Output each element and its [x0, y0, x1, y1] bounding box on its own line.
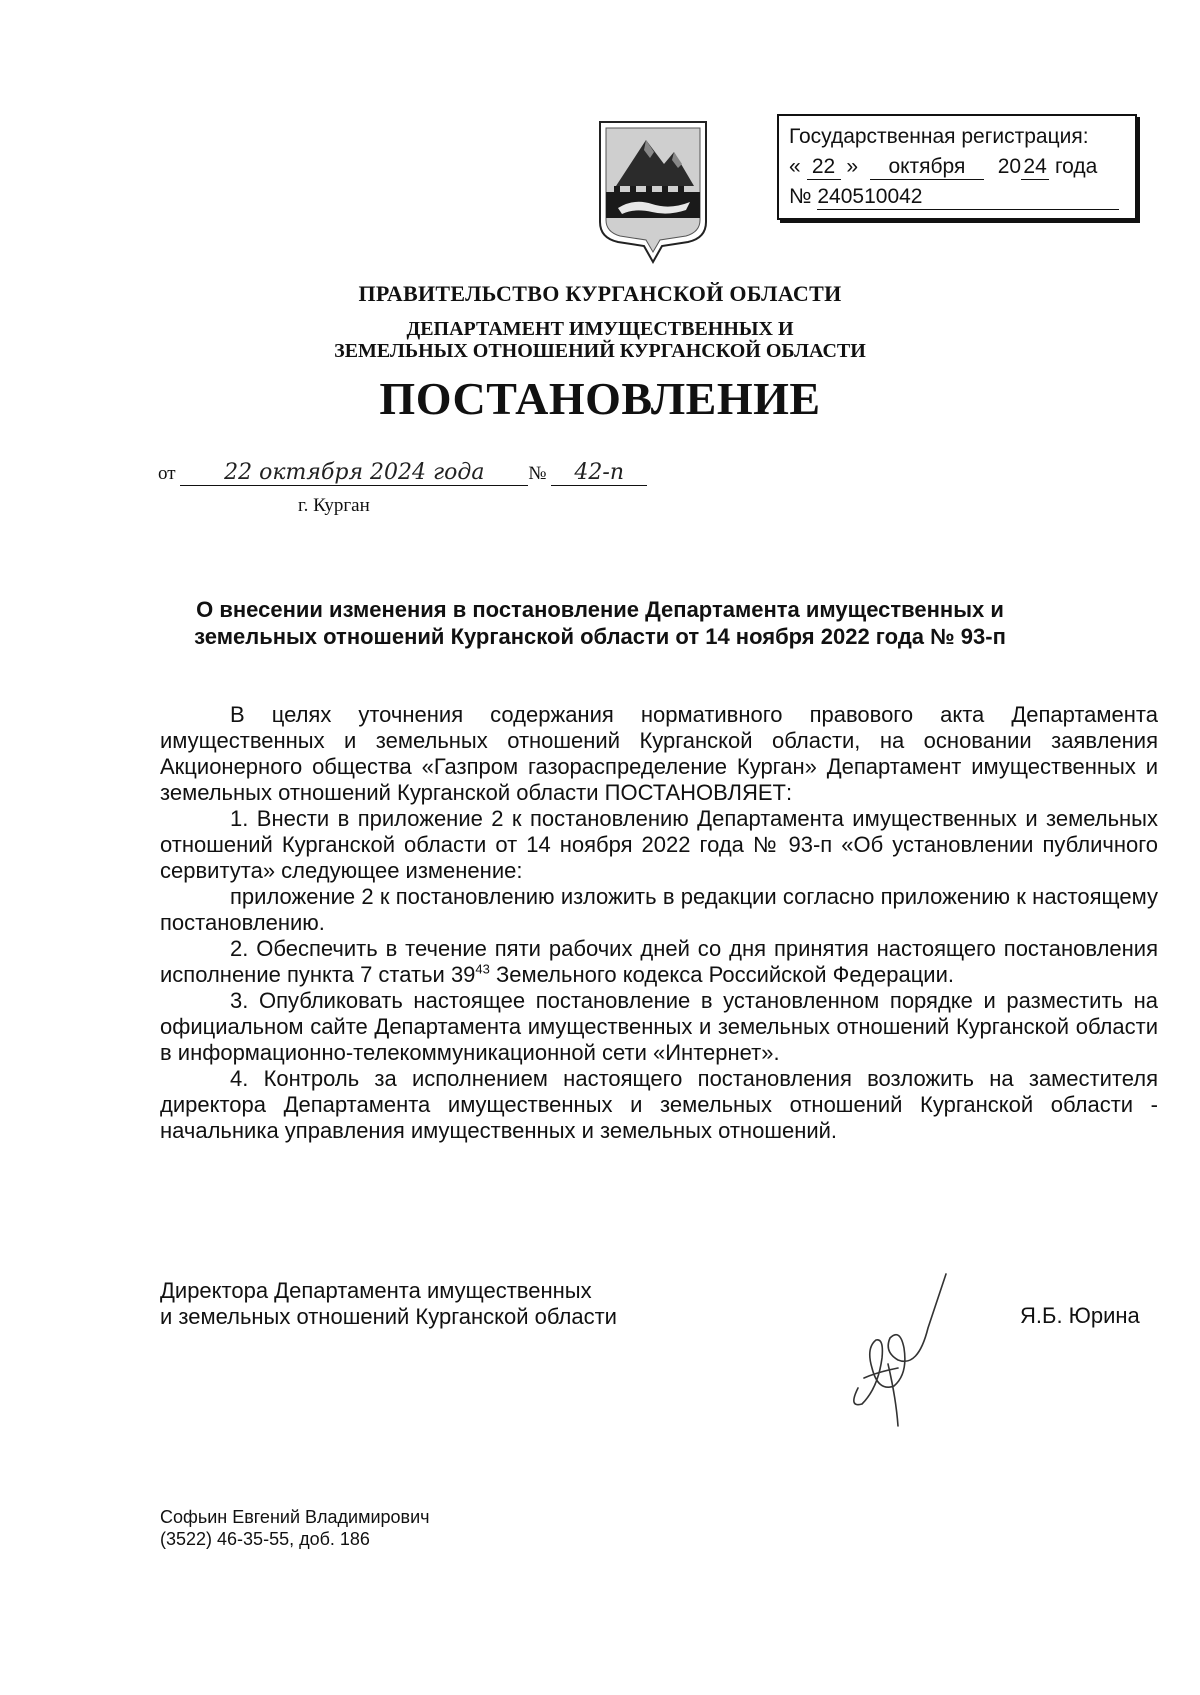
registration-stamp-box [777, 114, 1137, 220]
registration-date-row [789, 152, 1125, 182]
body-paragraph-item1: 1. Внести в приложение 2 к постановлению Департамента имущественных и земельных отношений Курганской области от 14 ноября 2022 года № 93-п «Об установлении публичного сервитута» следующее изменение: [160, 806, 1158, 883]
government-name: ПРАВИТЕЛЬСТВО КУРГАНСКОЙ ОБЛАСТИ [358, 281, 842, 306]
body-paragraph-item2 [160, 936, 1158, 988]
registration-year-suffix: 24 [1021, 155, 1049, 180]
signatory-position-line2: и земельных отношений Курганской области [160, 1304, 617, 1329]
body-paragraph-item4: 4. Контроль за исполнением настоящего постановления возложить на заместителя директора Департамента имущественных и земельных отношений Курганской области - начальника управления имущественных и земельных отношений. [160, 1066, 1158, 1143]
document-number-label: № [528, 463, 547, 484]
item2-text-start: 2. Обеспечить в течение пяти рабочих дней со дня принятия настоящего постановления исполнение пункта 7 статьи 39 [160, 936, 1158, 987]
registration-day: 22 [807, 155, 841, 180]
city-name: г. Курган [298, 495, 370, 516]
date-number-line [158, 460, 647, 486]
handwritten-date: 22 октября 2024 года [180, 460, 528, 486]
item2-superscript: 43 [475, 961, 490, 977]
coat-of-arms-emblem [594, 118, 712, 266]
executor-name: Софьин Евгений Владимирович [160, 1507, 430, 1527]
document-type-title: ПОСТАНОВЛЕНИЕ [379, 373, 821, 424]
date-from-label: от [158, 463, 176, 484]
registration-number: 240510042 [817, 185, 1119, 210]
body-paragraph-item1-text: приложение 2 к постановлению изложить в редакции согласно приложению к настоящему постановлению. [160, 884, 1158, 935]
signatory-position [160, 1278, 617, 1330]
document-body [160, 702, 1158, 1144]
body-paragraph-preamble: В целях уточнения содержания нормативного правового акта Департамента имущественных и земельных отношений Курганской области, на основании заявления Акционерного общества «Газпром газораспределение Курган» Департамент имущественных и земельных отношений Курганской области ПОСТАНОВЛЯЕТ: [160, 702, 1158, 805]
department-name-line2: ЗЕМЕЛЬНЫХ ОТНОШЕНИЙ КУРГАНСКОЙ ОБЛАСТИ [334, 340, 866, 362]
registration-number-label: № [789, 185, 812, 208]
registration-year-prefix: 20 [997, 155, 1022, 178]
registration-caption: Государственная регистрация: [789, 125, 1089, 148]
registration-close-quote: » [846, 155, 859, 178]
signatory-name: Я.Б. Юрина [1020, 1303, 1140, 1328]
signatory-position-line1: Директора Департамента имущественных [160, 1278, 592, 1303]
item2-text-end: Земельного кодекса Российской Федерации. [489, 962, 954, 987]
executor-phone: (3522) 46-35-55, доб. 186 [160, 1529, 370, 1549]
handwritten-document-number: 42-п [551, 460, 647, 486]
handwritten-signature-icon [838, 1268, 958, 1428]
executor-contact [160, 1506, 430, 1550]
subject-line1: О внесении изменения в постановление Департамента имущественных и [196, 597, 1004, 622]
document-subject [0, 596, 1200, 650]
subject-line2: земельных отношений Курганской области от 14 ноября 2022 года № 93-п [194, 624, 1006, 649]
registration-number-row [789, 182, 1125, 212]
registration-year-word: года [1054, 155, 1098, 178]
registration-month: октября [870, 155, 984, 180]
body-paragraph-item3: 3. Опубликовать настоящее постановление в установленном порядке и разместить на официальном сайте Департамента имущественных и земельных отношений Курганской области в информационно-телекоммуникационной сети «Интернет». [160, 988, 1158, 1065]
department-name-line1: ДЕПАРТАМЕНТ ИМУЩЕСТВЕННЫХ И [406, 318, 794, 340]
registration-open-quote: « [789, 155, 801, 178]
